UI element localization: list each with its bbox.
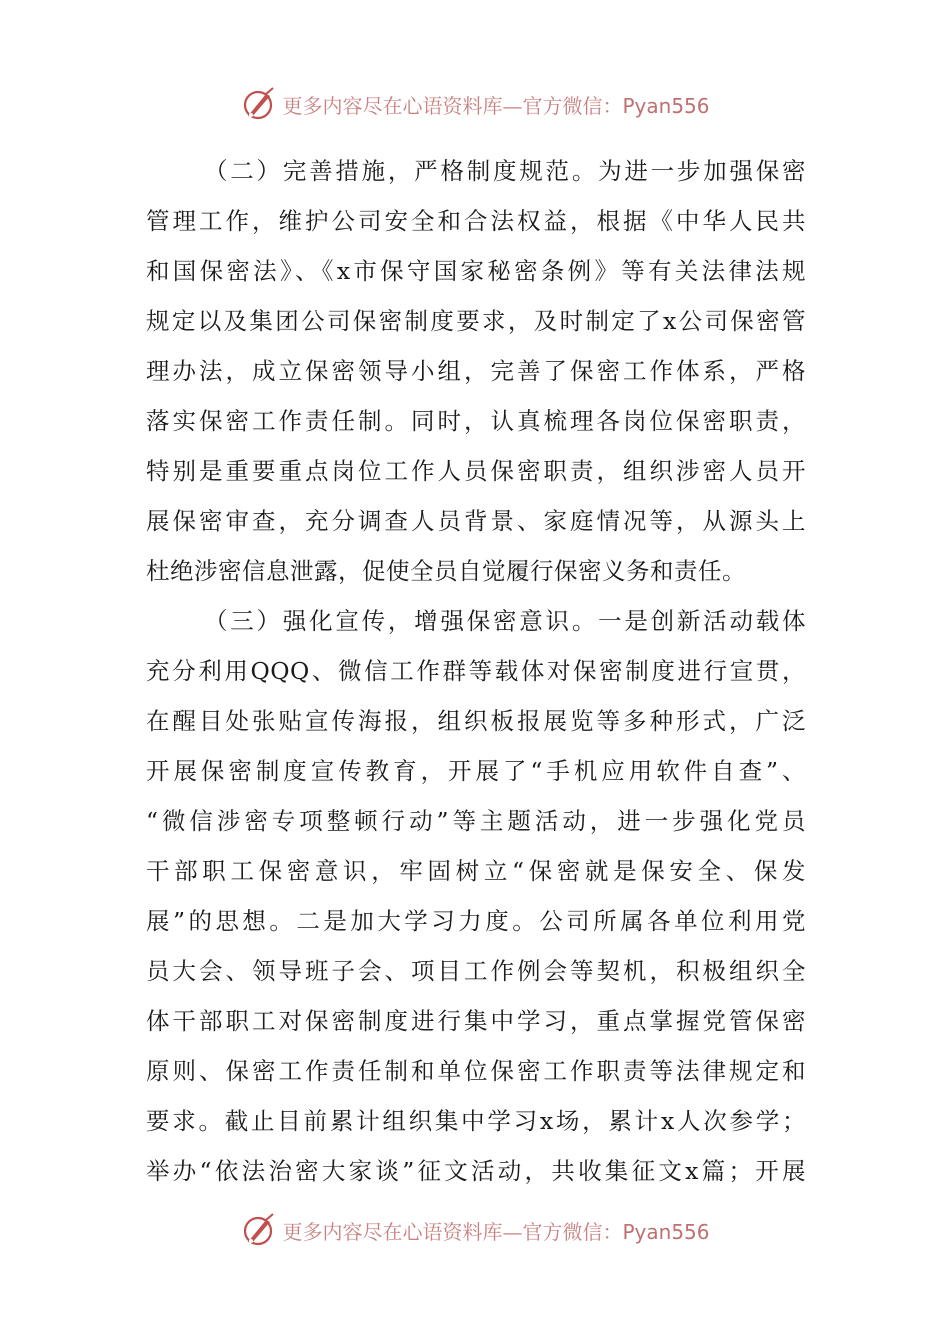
body-line: 体干部职工对保密制度进行集中学习，重点掌握党管保密: [146, 1007, 806, 1035]
body-line: 特别是重要重点岗位工作人员保密职责，组织涉密人员开: [146, 457, 806, 485]
body-line: 开展保密制度宣传教育，开展了“手机应用软件自查”、: [146, 757, 806, 785]
body-line: 展保密审查，充分调查人员背景、家庭情况等，从源头上: [146, 507, 806, 535]
footer-banner-brand: Pyan556: [622, 1219, 710, 1244]
body-line: 管理工作，维护公司安全和合法权益，根据《中华人民共: [146, 207, 806, 235]
header-watermark-banner: [0, 84, 950, 124]
header-banner-text: [282, 90, 709, 119]
quill-logo-icon: [240, 1212, 276, 1248]
document-body: [146, 146, 806, 1196]
body-line: 原则、保密工作责任制和单位保密工作职责等法律规定和: [146, 1057, 806, 1085]
body-line: 员大会、领导班子会、项目工作例会等契机，积极组织全: [146, 957, 806, 985]
quill-logo-icon: [240, 86, 276, 122]
body-line: 干部职工保密意识，牢固树立“保密就是保安全、保发: [146, 857, 806, 885]
body-line: 展”的思想。二是加大学习力度。公司所属各单位利用党: [146, 907, 806, 935]
footer-banner-text: [282, 1216, 709, 1245]
header-banner-label: 更多内容尽在心语资料库—官方微信：: [282, 93, 623, 118]
body-line: 在醒目处张贴宣传海报，组织板报展览等多种形式，广泛: [146, 707, 806, 735]
header-banner-brand: Pyan556: [622, 93, 710, 118]
body-line: 落实保密工作责任制。同时，认真梳理各岗位保密职责，: [146, 407, 806, 435]
body-line: 举办“依法治密大家谈”征文活动，共收集征文x篇；开展: [146, 1157, 806, 1185]
body-line: 杜绝涉密信息泄露，促使全员自觉履行保密义务和责任。: [146, 557, 746, 585]
body-line: “微信涉密专项整顿行动”等主题活动，进一步强化党员: [146, 807, 806, 835]
body-line: 和国保密法》、《x市保守国家秘密条例》等有关法律法规: [146, 257, 806, 285]
footer-banner-label: 更多内容尽在心语资料库—官方微信：: [282, 1219, 623, 1244]
body-line: 规定以及集团公司保密制度要求，及时制定了x公司保密管: [146, 307, 806, 335]
body-line: 充分利用QQQ、微信工作群等载体对保密制度进行宣贯，: [146, 657, 806, 685]
body-line: （二）完善措施，严格制度规范。为进一步加强保密: [204, 157, 806, 185]
body-line: 要求。截止目前累计组织集中学习x场，累计x人次参学；: [146, 1107, 806, 1135]
footer-watermark-banner: [0, 1210, 950, 1250]
body-line: 理办法，成立保密领导小组，完善了保密工作体系，严格: [146, 357, 806, 385]
body-line: （三）强化宣传，增强保密意识。一是创新活动载体: [204, 607, 806, 635]
